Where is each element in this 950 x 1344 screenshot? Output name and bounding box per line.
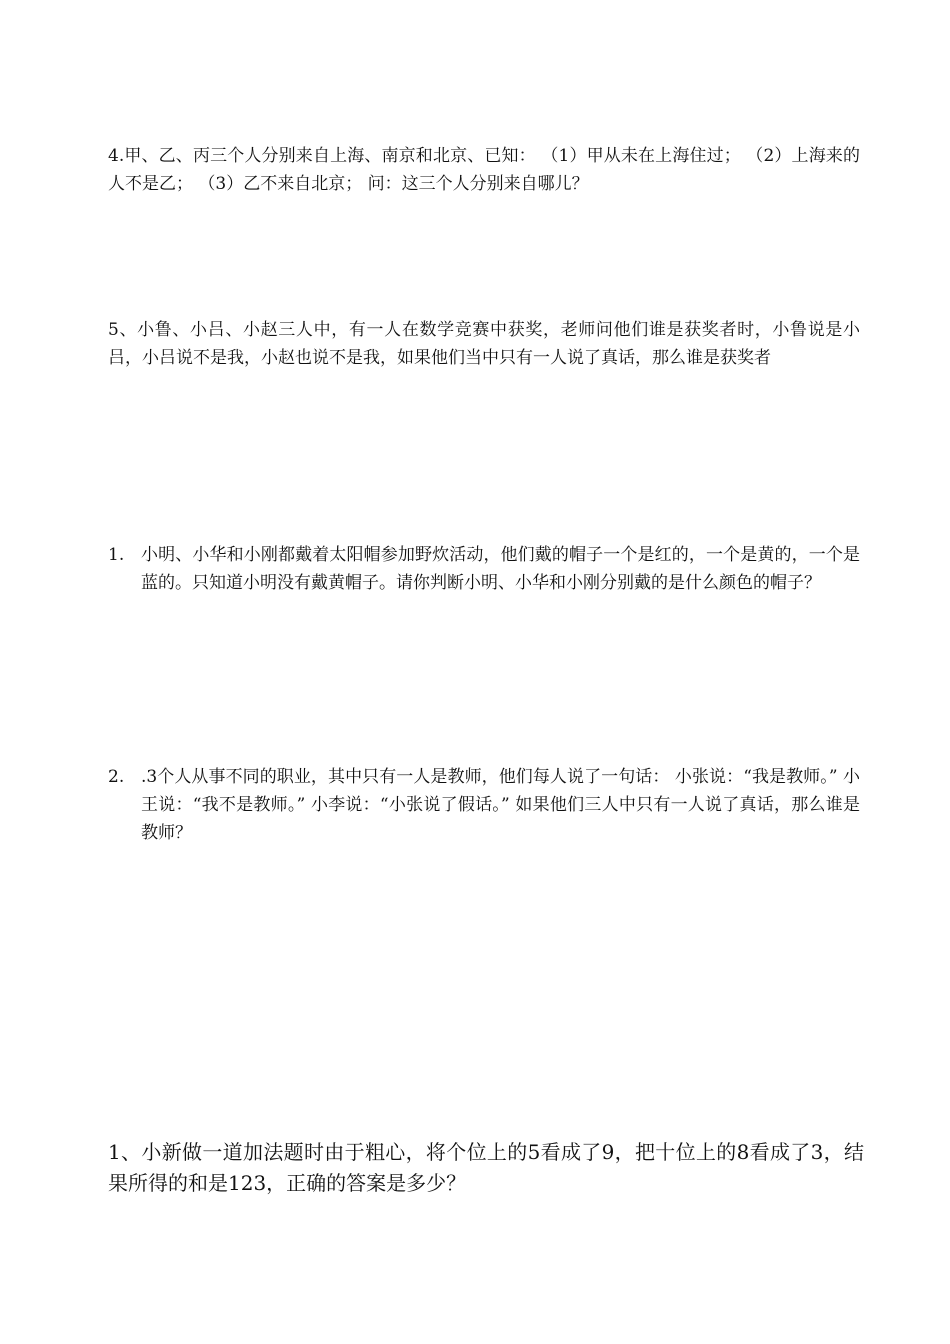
list-item-text: .3个人从事不同的职业，其中只有一人是教师，他们每人说了一句话： 小张说：“我是教师。” 小王说：“我不是教师。” 小李说：“小张说了假话。” 如果他们三人中只有一人说了真话，那么谁是教师？ [141, 767, 860, 843]
question-4: 4.甲、乙、丙三个人分别来自上海、南京和北京、已知： （1）甲从未在上海住过； （2）上海来的人不是乙； （3）乙不来自北京； 问：这三个人分别来自哪儿？ [108, 146, 860, 194]
list-item-text: 小明、小华和小刚都戴着太阳帽参加野炊活动，他们戴的帽子一个是红的，一个是黄的，一个是蓝的。只知道小明没有戴黄帽子。请你判断小明、小华和小刚分别戴的是什么颜色的帽子？ [141, 545, 860, 593]
list-item-number: 1. [108, 545, 125, 565]
question-5: 5、小鲁、小吕、小赵三人中，有一人在数学竞赛中获奖，老师问他们谁是获奖者时，小鲁说是小吕，小吕说不是我，小赵也说不是我，如果他们当中只有一人说了真话，那么谁是获奖者 [108, 320, 860, 368]
list-item [108, 763, 860, 847]
list-item [108, 541, 860, 597]
list-item-number: 2. [108, 767, 125, 787]
question-addition-error: 1、小新做一道加法题时由于粗心，将个位上的5看成了9，把十位上的8看成了3，结果所得的和是123，正确的答案是多少？ [108, 1140, 864, 1195]
